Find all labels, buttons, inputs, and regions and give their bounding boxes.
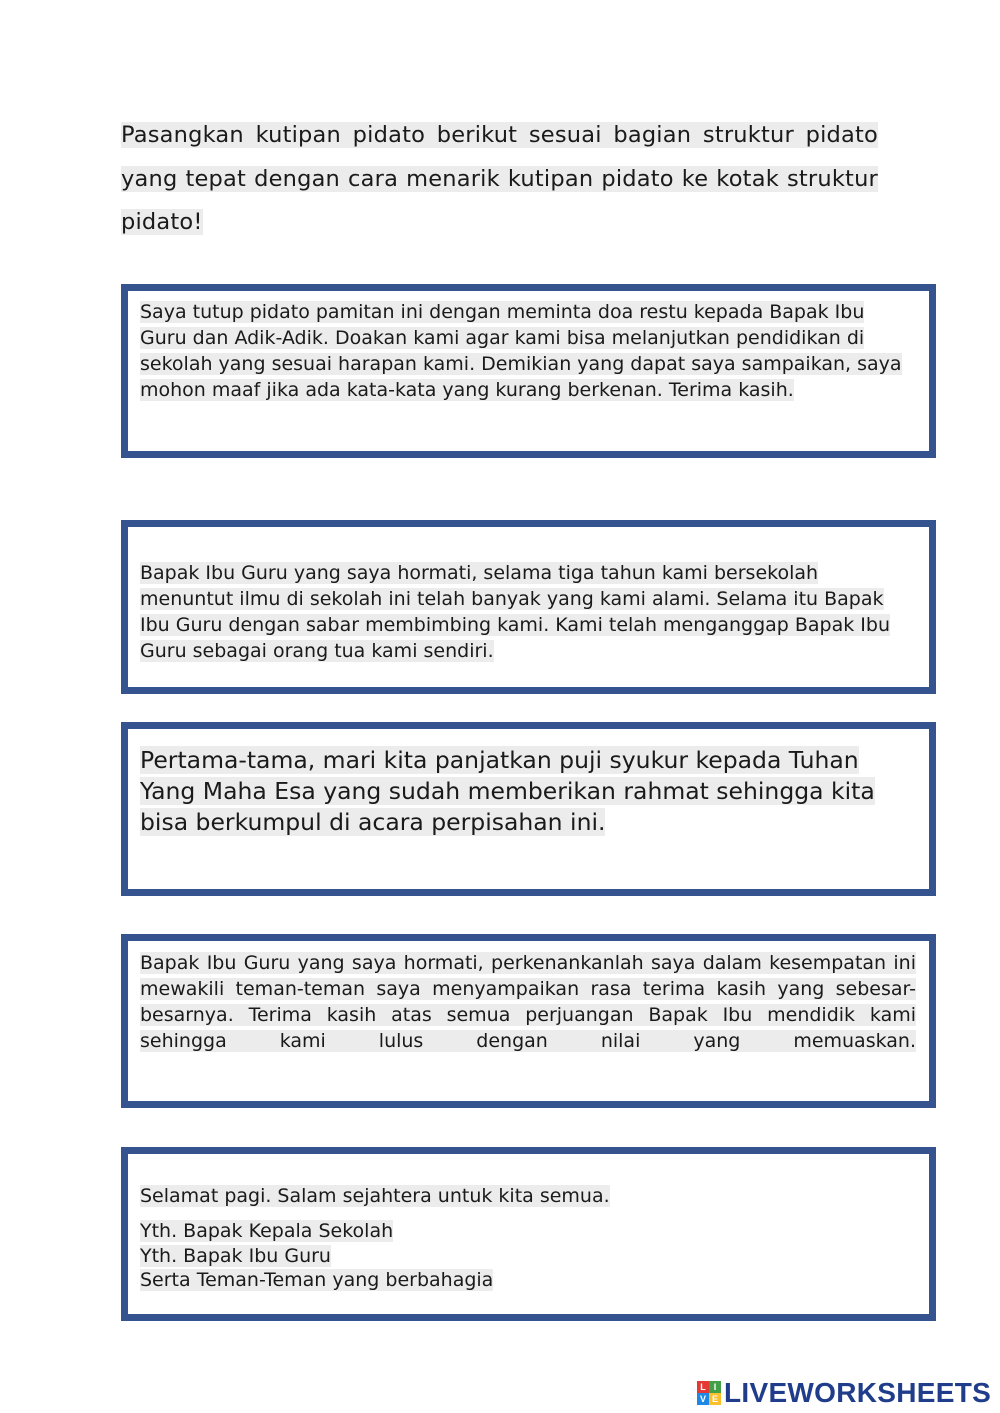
quote-text-4: Bapak Ibu Guru yang saya hormati, perkenankanlah saya dalam kesempatan ini mewakili teman-teman saya menyampaikan rasa terima kasih yang sebesar-besarnya. Terima kasih atas semua perjuangan Bapak Ibu mendidik kami sehingga kami lulus dengan nilai yang memuaskan. [140, 952, 916, 1052]
speech-quote-card-4[interactable] [121, 934, 936, 1108]
liveworksheets-logo [697, 1377, 992, 1408]
logo-letter: L [697, 1381, 709, 1393]
greeting-text: Selamat pagi. Salam sejahtera untuk kita semua. [140, 1185, 610, 1207]
salutation-text-1: Yth. Bapak Kepala Sekolah [140, 1220, 394, 1242]
quote-text-2: Bapak Ibu Guru yang saya hormati, selama tiga tahun kami bersekolah menuntut ilmu di sekolah ini telah banyak yang kami alami. Selama itu Bapak Ibu Guru dengan sabar membimbing kami. Kami telah menganggap Bapak Ibu Guru sebagai orang tua kami sendiri. [140, 562, 891, 662]
speech-quote-card-1[interactable] [121, 284, 936, 458]
speech-quote-text [140, 745, 916, 838]
instruction-text [121, 114, 878, 245]
logo-letter: V [697, 1393, 709, 1405]
instruction-label: Pasangkan kutipan pidato berikut sesuai bagian struktur pidato yang tepat dengan cara menarik kutipan pidato ke kotak struktur pidato! [121, 122, 878, 235]
speech-quote-card-3[interactable] [121, 722, 936, 896]
speech-quote-card-5[interactable] [121, 1147, 936, 1321]
speech-quote-text [140, 560, 916, 664]
quote-text-3: Pertama-tama, mari kita panjatkan puji syukur kepada Tuhan Yang Maha Esa yang sudah memberikan rahmat sehingga kita bisa berkumpul di acara perpisahan ini. [140, 746, 875, 836]
salutation-line [140, 1244, 916, 1269]
salutation-text-3: Serta Teman-Teman yang berbahagia [140, 1269, 494, 1291]
logo-letter: I [709, 1381, 721, 1393]
logo-mark-icon [697, 1381, 721, 1405]
quote-text-1: Saya tutup pidato pamitan ini dengan meminta doa restu kepada Bapak Ibu Guru dan Adik-Adik. Doakan kami agar kami bisa melanjutkan pendidikan di sekolah yang sesuai harapan kami. Demikian yang dapat saya sampaikan, saya mohon maaf jika ada kata-kata yang kurang berkenan. Terima kasih. [140, 301, 902, 401]
salutation-line [140, 1219, 916, 1244]
logo-wordmark: LIVEWORKSHEETS [724, 1377, 992, 1408]
speech-quote-text [140, 1183, 916, 1293]
greeting-line [140, 1183, 916, 1209]
speech-quote-text [140, 950, 916, 1054]
salutation-text-2: Yth. Bapak Ibu Guru [140, 1244, 331, 1267]
speech-quote-card-2[interactable] [121, 520, 936, 694]
logo-letter: E [709, 1393, 721, 1405]
salutation-line [140, 1268, 916, 1293]
speech-quote-text [140, 299, 916, 403]
